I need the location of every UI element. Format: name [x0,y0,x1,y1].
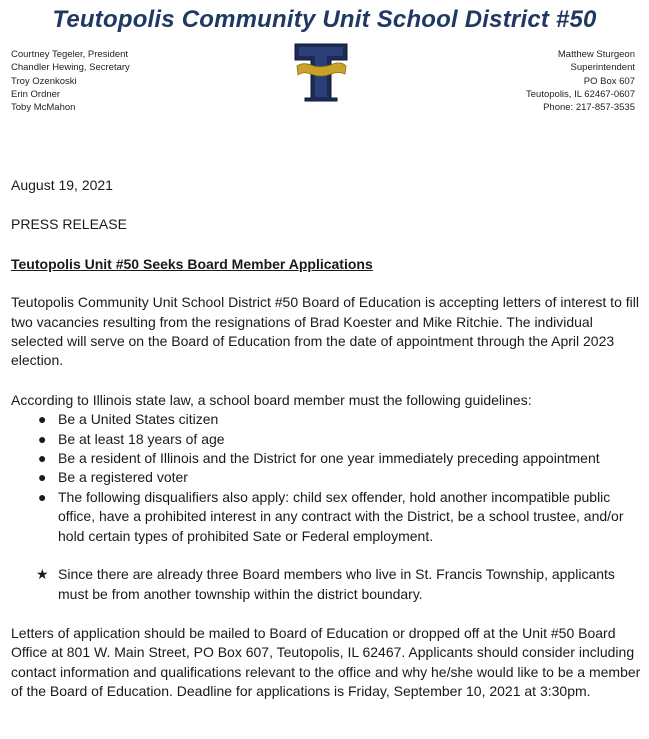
board-member: Erin Ordner [11,88,61,100]
phone: Phone: 217-857-3535 [543,102,635,114]
district-t-logo [293,42,349,102]
letter-date: August 19, 2021 [11,177,113,193]
bullet-icon: ● [38,411,47,428]
guideline-text: Be a resident of Illinois and the District for one year immediately preceding appointment [58,450,600,467]
board-member: Toby McMahon [11,102,76,114]
superintendent-title: Superintendent [570,62,635,74]
list-item [11,449,641,468]
letter-body [11,176,641,722]
board-member: Troy Ozenkoski [11,75,77,87]
township-note-text: Since there are already three Board members who live in St. Francis Township, applicants must be from another township within the district boundary. [58,566,615,602]
bullet-icon: ● [38,488,47,505]
list-item [11,410,641,429]
list-item [11,430,641,449]
township-note [11,565,641,604]
intro-paragraph: Teutopolis Community Unit School District #50 Board of Education is accepting letters of interest to fill two vacancies resulting from the resignations of Brad Koester and Mike Ritchie. The individual selected will serve on the Board of Education from the date of appointment through the April 2023 election. [11,294,639,369]
board-member: Courtney Tegeler, President [11,49,129,60]
board-member: Chandler Hewing, Secretary [11,62,130,74]
guideline-text: The following disqualifiers also apply: child sex offender, hold another incompatible public office, have a prohibited interest in any contract with the District, be a school trustee, and/or hold certain types of prohibited Sate or Federal employment. [58,488,624,544]
guidelines-list [11,410,641,546]
guideline-text: Be at least 18 years of age [58,430,225,447]
bullet-icon: ● [38,450,47,467]
list-item [11,468,641,487]
star-icon: ★ [36,566,49,583]
guideline-text: Be a United States citizen [58,411,219,428]
bullet-icon: ● [38,469,47,486]
closing-paragraph: Letters of application should be mailed to Board of Education or dropped off at the Unit #50 Board Office at 801 W. Main Street, PO Box 607, Teutopolis, IL 62467. Applicants should consider including contact information and qualifications relevant to the office and why he/she would like to be a member of the Board of Education. Deadline for applications is Friday, September 10, 2021 at 3:30pm. [11,624,641,700]
city-state-zip: Teutopolis, IL 62467-0607 [526,88,635,100]
superintendent-name: Matthew Sturgeon [557,49,635,60]
list-item [11,488,641,546]
guideline-text: Be a registered voter [58,469,188,486]
headline: Teutopolis Unit #50 Seeks Board Member Applications [11,255,373,272]
po-box: PO Box 607 [583,75,635,87]
guidelines-intro: According to Illinois state law, a school board member must the following guidelines: [11,391,532,408]
board-members-list [11,48,130,114]
bullet-icon: ● [38,430,47,447]
press-release-label: PRESS RELEASE [11,216,127,233]
superintendent-contact [526,48,635,114]
district-title: Teutopolis Community Unit School District #50 [52,6,597,33]
